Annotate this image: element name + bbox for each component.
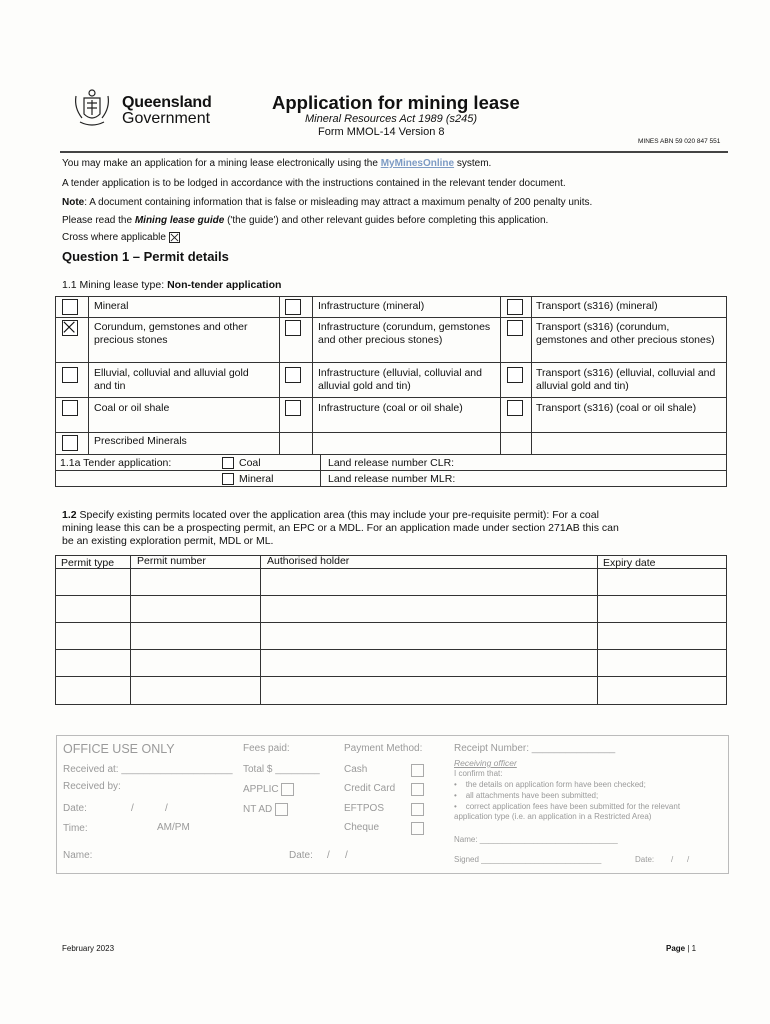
- cash-label: Cash: [344, 764, 368, 775]
- fees-paid-label: Fees paid:: [243, 743, 290, 754]
- s12-line3: be an existing exploration permit, MDL or ML.: [62, 535, 274, 547]
- transport-elluvial-label: Transport (s316) (elluvial, colluvial and alluvial gold and tin): [536, 367, 716, 392]
- receipt-number-label: Receipt Number: _______________: [454, 743, 616, 754]
- office-use-title: OFFICE USE ONLY: [63, 742, 175, 756]
- tender-mineral-label: Mineral: [239, 473, 274, 485]
- prescribed-minerals-label: Prescribed Minerals: [94, 435, 187, 447]
- permit-type-header: Permit type: [61, 557, 115, 569]
- qld-government-logo: [70, 88, 220, 130]
- date3-slash-2: /: [687, 855, 690, 864]
- transport-mineral-checkbox[interactable]: [507, 299, 523, 315]
- logo-line1: Queensland: [122, 94, 212, 111]
- intro-line4: Please read the Mining lease guide ('the guide') and other relevant guides before completing this application.: [62, 215, 549, 226]
- received-at-label: Received at: ____________________: [63, 764, 233, 775]
- tender-coal-checkbox[interactable]: [222, 457, 234, 469]
- transport-coal-label: Transport (s316) (coal or oil shale): [536, 402, 697, 414]
- coat-of-arms-icon: [70, 88, 114, 130]
- clr-label: Land release number CLR:: [328, 457, 455, 469]
- mlr-label: Land release number MLR:: [328, 473, 456, 485]
- date-slash-2: /: [165, 803, 168, 814]
- confirm-bullet-2: • all attachments have been submitted;: [454, 791, 599, 800]
- transport-coal-checkbox[interactable]: [507, 400, 523, 416]
- name2-label: Name: _______________________________: [454, 835, 618, 844]
- s12-line2: mining lease this can be a prospecting permit, an EPC or a MDL. For an application made under section 271AB this can: [62, 522, 619, 534]
- total-label: Total $ ________: [243, 764, 320, 775]
- infrastructure-elluvial-checkbox[interactable]: [285, 367, 301, 383]
- myminesonline-link[interactable]: MyMinesOnline: [380, 158, 455, 169]
- ntad-label: NT AD: [243, 803, 288, 816]
- name-label: Name:: [63, 850, 93, 861]
- infrastructure-corundum-checkbox[interactable]: [285, 320, 301, 336]
- cross-example-checkbox: [169, 232, 180, 243]
- credit-card-label: Credit Card: [344, 783, 396, 794]
- act-reference: Mineral Resources Act 1989 (s245): [305, 113, 478, 125]
- ntad-checkbox[interactable]: [275, 803, 288, 816]
- transport-corundum-checkbox[interactable]: [507, 320, 523, 336]
- cheque-label: Cheque: [344, 822, 380, 833]
- date3-slash-1: /: [671, 855, 674, 864]
- permit-number-header: Permit number: [137, 555, 206, 567]
- infrastructure-coal-checkbox[interactable]: [285, 400, 301, 416]
- infrastructure-coal-label: Infrastructure (coal or oil shale): [318, 402, 463, 414]
- signed-label: Signed ___________________________: [454, 855, 602, 864]
- date2-label: Date:: [289, 850, 313, 861]
- elluvial-label: Elluvial, colluvial and alluvial gold and tin: [94, 367, 249, 392]
- applic-label: APPLIC: [243, 783, 294, 796]
- infrastructure-mineral-label: Infrastructure (mineral): [318, 300, 425, 312]
- applic-checkbox[interactable]: [281, 783, 294, 796]
- confirm-label: I confirm that:: [454, 769, 503, 778]
- header-divider: [60, 151, 728, 153]
- cash-checkbox[interactable]: [411, 764, 424, 777]
- footer-date: February 2023: [62, 944, 115, 953]
- s12-line1: 1.2 Specify existing permits located over the application area (this may include your pre-requisite permit): For a coal: [62, 509, 599, 521]
- transport-mineral-label: Transport (s316) (mineral): [536, 300, 658, 312]
- cheque-checkbox[interactable]: [411, 822, 424, 835]
- date-slash-1: /: [131, 803, 134, 814]
- eftpos-checkbox[interactable]: [411, 803, 424, 816]
- date2-slash-1: /: [327, 850, 330, 861]
- eftpos-label: EFTPOS: [344, 803, 385, 814]
- expiry-date-header: Expiry date: [603, 557, 656, 569]
- transport-corundum-label: Transport (s316) (corundum, gemstones and other precious stones): [536, 321, 715, 346]
- received-by-label: Received by:: [63, 781, 121, 792]
- corundum-checkbox[interactable]: [62, 320, 78, 336]
- intro-line1: You may make an application for a mining lease electronically using the MyMinesOnline system.: [62, 158, 492, 169]
- coal-oil-shale-label: Coal or oil shale: [94, 402, 170, 414]
- infrastructure-mineral-checkbox[interactable]: [285, 299, 301, 315]
- time-label: Time:: [63, 823, 88, 834]
- mineral-checkbox[interactable]: [62, 299, 78, 315]
- footer-page: Page | 1: [666, 944, 697, 953]
- confirm-bullet-1: • the details on application form have been checked;: [454, 780, 646, 789]
- logo-line2: Government: [122, 110, 211, 127]
- prescribed-minerals-checkbox[interactable]: [62, 435, 78, 451]
- corundum-label: Corundum, gemstones and other precious stones: [94, 321, 248, 346]
- tender-mineral-checkbox[interactable]: [222, 473, 234, 485]
- question1-heading: Question 1 – Permit details: [62, 249, 229, 264]
- intro-line3: Note: A document containing information that is false or misleading may attract a maximum penalty of 200 penalty units.: [62, 197, 593, 208]
- authorised-holder-header: Authorised holder: [267, 555, 350, 567]
- abn: MINES ABN 59 020 847 551: [638, 138, 721, 145]
- infrastructure-corundum-label: Infrastructure (corundum, gemstones and other precious stones): [318, 321, 491, 346]
- checked-cross-icon: [63, 321, 77, 335]
- confirm-bullet-3: • correct application fees have been submitted for the relevant application type (i.e. an application in a Restricted Area): [454, 802, 681, 821]
- form-version: Form MMOL-14 Version 8: [318, 126, 445, 138]
- mineral-label: Mineral: [94, 300, 129, 312]
- date3-label: Date:: [635, 855, 655, 864]
- mining-lease-type: 1.1 Mining lease type: Non-tender application: [62, 279, 282, 291]
- tender-application-label: 1.1a Tender application:: [60, 457, 172, 469]
- intro-line2: A tender application is to be lodged in accordance with the instructions contained in the relevant tender document.: [62, 178, 566, 189]
- office-use-box: [56, 735, 729, 874]
- ampm-label: AM/PM: [157, 822, 190, 833]
- payment-method-label: Payment Method:: [344, 743, 423, 754]
- elluvial-checkbox[interactable]: [62, 367, 78, 383]
- transport-elluvial-checkbox[interactable]: [507, 367, 523, 383]
- credit-card-checkbox[interactable]: [411, 783, 424, 796]
- infrastructure-elluvial-label: Infrastructure (elluvial, colluvial and alluvial gold and tin): [318, 367, 482, 392]
- receiving-officer-label: Receiving officer: [454, 758, 517, 768]
- intro-line5: Cross where applicable: [62, 232, 180, 243]
- date-label: Date:: [63, 803, 87, 814]
- form-title: Application for mining lease: [272, 92, 520, 113]
- tender-coal-label: Coal: [239, 457, 261, 469]
- coal-oil-shale-checkbox[interactable]: [62, 400, 78, 416]
- date2-slash-2: /: [345, 850, 348, 861]
